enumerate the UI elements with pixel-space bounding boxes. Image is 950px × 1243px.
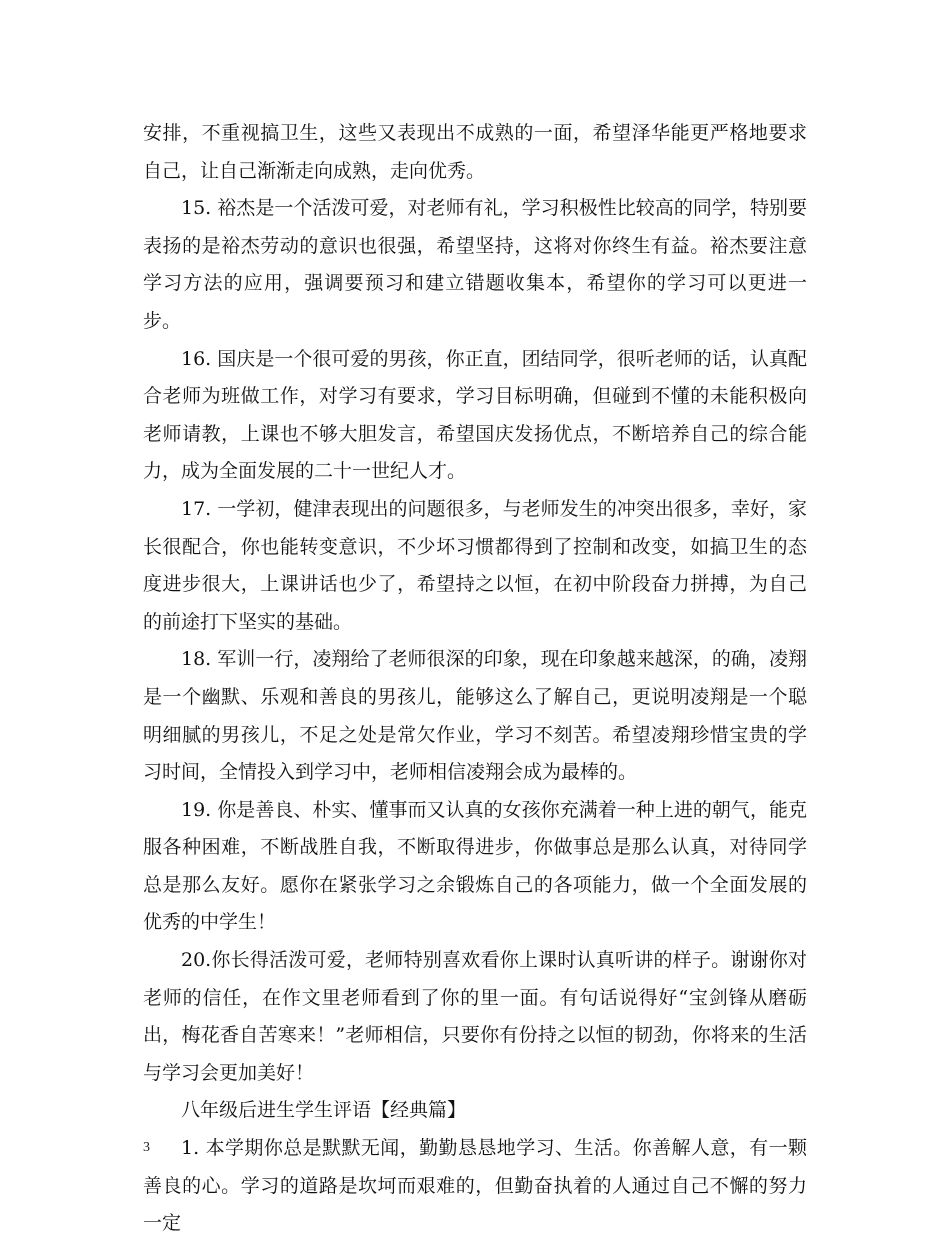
paragraph-item-15: 15. 裕杰是一个活泼可爱，对老师有礼，学习积极性比较高的同学，特别要表扬的是裕杰劳动的意识也很强，希望坚持，这将对你终生有益。裕杰要注意学习方法的应用，强调要预习和建立错题收集本，希望你的学习可以更进一步。 bbox=[143, 197, 807, 332]
paragraph-item-16: 16. 国庆是一个很可爱的男孩，你正直，团结同学，很听老师的话，认真配合老师为班做工作，对学习有要求，学习目标明确，但碰到不懂的未能积极向老师请教，上课也不够大胆发言，希望国庆发扬优点，不断培养自己的综合能力，成为全面发展的二十一世纪人才。 bbox=[143, 347, 807, 483]
paragraph-item-20: 20.你长得活泼可爱，老师特别喜欢看你上课时认真听讲的样子。谢谢你对老师的信任，在作文里老师看到了你的里一面。有句话说得好“宝剑锋从磨砺出，梅花香自苦寒来！”老师相信，只要你有份持之以恒的韧劲，你将来的生活与学习会更加美好！ bbox=[143, 949, 807, 1084]
section-heading: 八年级后进生学生评语【经典篇】 bbox=[181, 1099, 467, 1122]
paragraph-item-19: 19. 你是善良、朴实、懂事而又认真的女孩你充满着一种上进的朝气，能克服各种困难，不断战胜自我，不断取得进步，你做事总是那么认真，对待同学总是那么友好。愿你在紧张学习之余锻炼自己的各项能力，做一个全面发展的优秀的中学生！ bbox=[143, 798, 807, 934]
body-text bbox=[143, 115, 807, 1243]
paragraph-continuation: 安排，不重视搞卫生，这些又表现出不成熟的一面，希望泽华能更严格地要求自己，让自己渐渐走向成熟，走向优秀。 bbox=[143, 122, 807, 182]
paragraph-item-17: 17. 一学初，健津表现出的问题很多，与老师发生的冲突出很多，幸好，家长很配合，你也能转变意识，不少坏习惯都得到了控制和改变，如搞卫生的态度进步很大，上课讲话也少了，希望持之以恒，在初中阶段奋力拼搏，为自己的前途打下坚实的基础。 bbox=[143, 497, 807, 633]
paragraph-item-18: 18. 军训一行，凌翔给了老师很深的印象，现在印象越来越深，的确，凌翔是一个幽默、乐观和善良的男孩儿，能够这么了解自己，更说明凌翔是一个聪明细腻的男孩儿，不足之处是常欠作业，学习不刻苦。希望凌翔珍惜宝贵的学习时间，全情投入到学习中，老师相信凌翔会成为最棒的。 bbox=[143, 648, 807, 784]
paragraph-item-1: 1. 本学期你总是默默无闻，勤勤恳恳地学习、生活。你善解人意，有一颗善良的心。学习的道路是坎坷而艰难的，但勤奋执着的人通过自己不懈的努力一定 bbox=[143, 1137, 807, 1235]
page-number: 3 bbox=[143, 1140, 150, 1155]
